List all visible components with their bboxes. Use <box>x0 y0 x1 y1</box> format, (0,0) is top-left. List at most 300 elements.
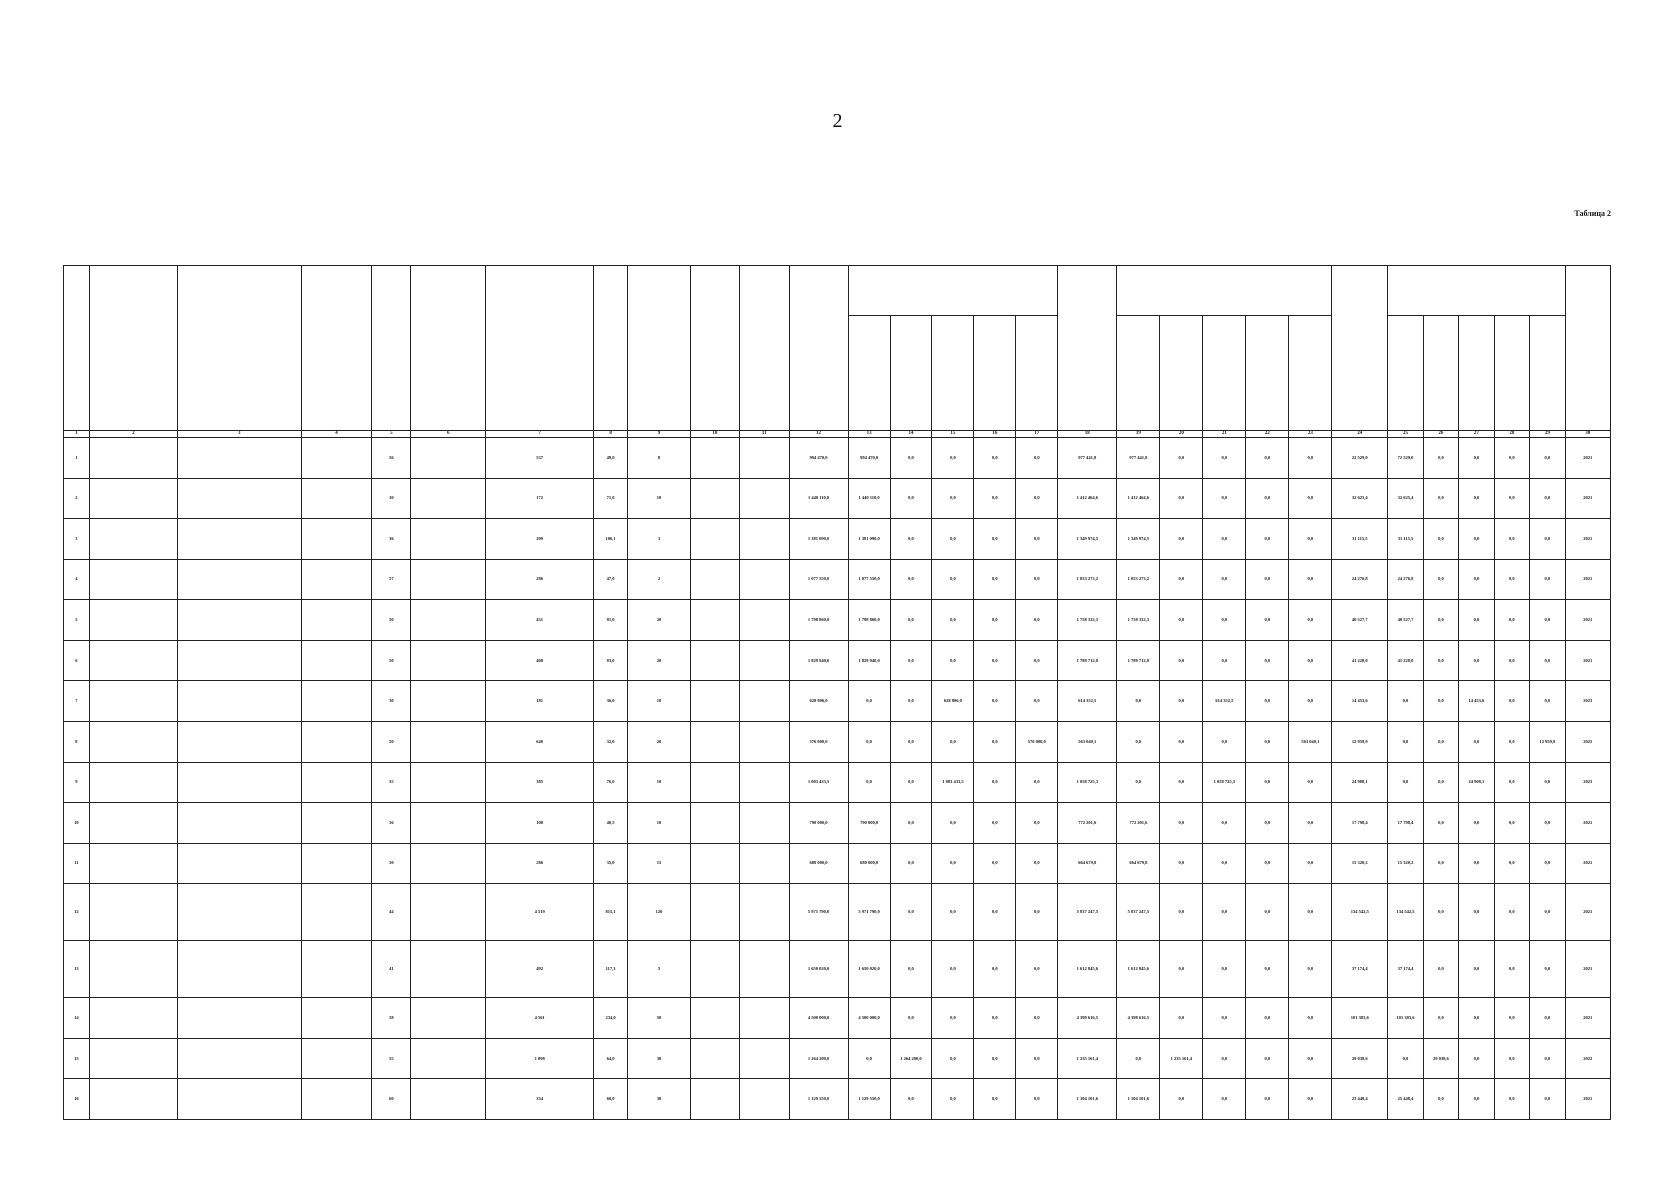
cell-org <box>89 884 177 941</box>
cell-reg: 15 320,2 <box>1332 843 1388 884</box>
cell-g29: 0,0 <box>1530 681 1566 722</box>
cell-opt <box>740 803 789 844</box>
cell-g26: 0,0 <box>1423 721 1458 762</box>
cell-r14: 0,0 <box>890 843 932 884</box>
cell-g28: 0,0 <box>1494 1038 1529 1079</box>
cell-area: 64,0 <box>593 1038 627 1079</box>
cell-obj <box>177 478 301 519</box>
cell-r14: 0,0 <box>890 721 932 762</box>
cell-f20: 0,0 <box>1160 681 1203 722</box>
cell-cost: 1 264 200,0 <box>789 1038 848 1079</box>
header-cell <box>1289 316 1332 431</box>
cell-g29: 0,0 <box>1530 843 1566 884</box>
cell-org <box>89 998 177 1039</box>
cell-addr <box>301 681 372 722</box>
cell-f19: 1 053 273,2 <box>1117 559 1160 600</box>
cell-wear: 58 <box>372 998 411 1039</box>
cell-r13: 1 077 550,0 <box>848 559 890 600</box>
cell-g28: 0,0 <box>1494 600 1529 641</box>
cell-wear: 44 <box>372 884 411 941</box>
cell-cond <box>690 941 739 998</box>
cell-f23: 0,0 <box>1289 941 1332 998</box>
cell-f20: 0,0 <box>1160 438 1203 479</box>
table-row <box>64 681 1611 722</box>
cell-r15: 0,0 <box>932 941 974 998</box>
cell-r17: 0,0 <box>1016 559 1058 600</box>
cell-addr <box>301 600 372 641</box>
cell-cond <box>690 884 739 941</box>
cell-g29: 0,0 <box>1530 438 1566 479</box>
cell-reg: 37 174,4 <box>1332 941 1388 998</box>
cell-addr <box>301 640 372 681</box>
cell-cost: 1 440 110,0 <box>789 478 848 519</box>
cell-area: 76,0 <box>593 762 627 803</box>
page-number: 2 <box>832 110 843 132</box>
header-cell <box>848 266 1058 316</box>
cell-f21: 0,0 <box>1203 600 1246 641</box>
cell-g26: 0,0 <box>1423 559 1458 600</box>
column-number: 18 <box>1058 431 1117 438</box>
cell-cap: 10 <box>628 803 690 844</box>
cell-r17: 0,0 <box>1016 478 1058 519</box>
cell-cap: 10 <box>628 762 690 803</box>
header-cell <box>690 266 739 431</box>
cell-count: 172 <box>486 478 593 519</box>
cell-wear: 56 <box>372 803 411 844</box>
cell-opt <box>740 438 789 479</box>
cell-r13: 1 129 550,0 <box>848 1079 890 1120</box>
column-number: 11 <box>740 431 789 438</box>
column-number: 24 <box>1332 431 1388 438</box>
cell-cap: 50 <box>628 998 690 1039</box>
cell-work <box>411 559 486 600</box>
cell-obj <box>177 681 301 722</box>
column-number: 22 <box>1246 431 1289 438</box>
cell-r16: 0,0 <box>974 843 1016 884</box>
cell-f22: 0,0 <box>1246 721 1289 762</box>
table-row <box>64 559 1611 600</box>
cell-r16: 0,0 <box>974 438 1016 479</box>
column-number: 7 <box>486 431 593 438</box>
cell-n: 3 <box>64 519 90 560</box>
cell-cap: 5 <box>628 941 690 998</box>
cell-area: 35,0 <box>593 843 627 884</box>
cell-wear: 50 <box>372 843 411 884</box>
cell-count: 385 <box>486 762 593 803</box>
cell-f21: 0,0 <box>1203 843 1246 884</box>
cell-reg: 25 448,4 <box>1332 1079 1388 1120</box>
cell-reg: 40 527,7 <box>1332 600 1388 641</box>
cell-r15: 0,0 <box>932 600 974 641</box>
cell-fed: 1 412 464,6 <box>1058 478 1117 519</box>
cell-cap: 10 <box>628 478 690 519</box>
cell-r15: 0,0 <box>932 843 974 884</box>
cell-f19: 0,0 <box>1117 762 1160 803</box>
header-cell <box>974 316 1016 431</box>
cell-f23: 0,0 <box>1289 559 1332 600</box>
cell-work <box>411 884 486 941</box>
cell-r13: 0,0 <box>848 721 890 762</box>
cell-fed: 1 104 101,6 <box>1058 1079 1117 1120</box>
cell-f20: 0,0 <box>1160 803 1203 844</box>
cell-f20: 0,0 <box>1160 998 1203 1039</box>
cell-opt <box>740 681 789 722</box>
cell-g29: 0,0 <box>1530 640 1566 681</box>
cell-r15: 0,0 <box>932 803 974 844</box>
cell-cond <box>690 519 739 560</box>
cell-cost: 5 971 790,0 <box>789 884 848 941</box>
column-number: 8 <box>593 431 627 438</box>
cell-fed: 1 612 845,6 <box>1058 941 1117 998</box>
cell-reg: 22 529,0 <box>1332 438 1388 479</box>
cell-obj <box>177 941 301 998</box>
cell-g25: 0,0 <box>1388 721 1423 762</box>
cell-g26: 0,0 <box>1423 941 1458 998</box>
cell-g27: 0,0 <box>1459 478 1494 519</box>
cell-r15: 0,0 <box>932 640 974 681</box>
cell-r16: 0,0 <box>974 721 1016 762</box>
table-row <box>64 762 1611 803</box>
cell-cap: 20 <box>628 640 690 681</box>
cell-r16: 0,0 <box>974 998 1016 1039</box>
cell-addr <box>301 1079 372 1120</box>
cell-area: 49,0 <box>593 438 627 479</box>
header-cell <box>1203 316 1246 431</box>
cell-addr <box>301 884 372 941</box>
cell-f22: 0,0 <box>1246 1079 1289 1120</box>
cell-count: 334 <box>486 1079 593 1120</box>
cell-f19: 1 349 974,5 <box>1117 519 1160 560</box>
cell-f20: 0,0 <box>1160 721 1203 762</box>
cell-fed: 977 441,8 <box>1058 438 1117 479</box>
column-number: 25 <box>1388 431 1423 438</box>
table-row <box>64 1038 1611 1079</box>
cell-area: 117,3 <box>593 941 627 998</box>
cell-n: 4 <box>64 559 90 600</box>
cell-yr: 2021 <box>1565 998 1610 1039</box>
cell-g27: 0,0 <box>1459 998 1494 1039</box>
cell-r16: 0,0 <box>974 600 1016 641</box>
cell-count: 181 <box>486 681 593 722</box>
column-number-row <box>64 431 1611 438</box>
cell-wear: 55 <box>372 1038 411 1079</box>
header-cell <box>1530 316 1566 431</box>
cell-yr: 2021 <box>1565 884 1610 941</box>
cell-f21: 614 352,5 <box>1203 681 1246 722</box>
cell-addr <box>301 998 372 1039</box>
cell-n: 7 <box>64 681 90 722</box>
cell-r15: 0,0 <box>932 1079 974 1120</box>
cell-f23: 0,0 <box>1289 884 1332 941</box>
cell-f22: 0,0 <box>1246 843 1289 884</box>
cell-cost: 790 000,0 <box>789 803 848 844</box>
cell-opt <box>740 640 789 681</box>
cell-r14: 0,0 <box>890 941 932 998</box>
cell-r17: 0,0 <box>1016 762 1058 803</box>
cell-area: 36,0 <box>593 681 627 722</box>
cell-r16: 0,0 <box>974 803 1016 844</box>
column-number: 26 <box>1423 431 1458 438</box>
cell-g27: 0,0 <box>1459 884 1494 941</box>
cell-g26: 0,0 <box>1423 478 1458 519</box>
cell-addr <box>301 1038 372 1079</box>
cell-f22: 0,0 <box>1246 998 1289 1039</box>
table-row <box>64 1079 1611 1120</box>
cell-cond <box>690 478 739 519</box>
cell-g25: 0,0 <box>1388 681 1423 722</box>
cell-yr: 2022 <box>1565 1038 1610 1079</box>
cell-cap: 30 <box>628 1038 690 1079</box>
cell-f21: 0,0 <box>1203 941 1246 998</box>
cell-f20: 0,0 <box>1160 884 1203 941</box>
cell-r15: 0,0 <box>932 721 974 762</box>
cell-fed: 1 349 974,5 <box>1058 519 1117 560</box>
cell-org <box>89 843 177 884</box>
cell-g27: 0,0 <box>1459 438 1494 479</box>
cell-obj <box>177 721 301 762</box>
cell-f23: 0,0 <box>1289 1079 1332 1120</box>
cell-g27: 0,0 <box>1459 941 1494 998</box>
cell-f21: 0,0 <box>1203 478 1246 519</box>
cell-g26: 0,0 <box>1423 803 1458 844</box>
cell-f19: 5 837 247,5 <box>1117 884 1160 941</box>
cell-cost: 4 500 000,0 <box>789 998 848 1039</box>
cell-fed: 4 398 616,5 <box>1058 998 1117 1039</box>
cell-g25: 24 276,8 <box>1388 559 1423 600</box>
cell-addr <box>301 721 372 762</box>
column-number: 13 <box>848 431 890 438</box>
cell-f19: 0,0 <box>1117 681 1160 722</box>
header-cell <box>1160 316 1203 431</box>
cell-cond <box>690 721 739 762</box>
cell-r16: 0,0 <box>974 478 1016 519</box>
cell-yr: 2023 <box>1565 681 1610 722</box>
cell-f21: 0,0 <box>1203 884 1246 941</box>
cell-work <box>411 843 486 884</box>
cell-r17: 0,0 <box>1016 998 1058 1039</box>
cell-obj <box>177 1079 301 1120</box>
column-number: 6 <box>411 431 486 438</box>
cell-fed: 563 040,1 <box>1058 721 1117 762</box>
cell-g28: 0,0 <box>1494 998 1529 1039</box>
cell-f22: 0,0 <box>1246 600 1289 641</box>
cell-fed: 772 201,6 <box>1058 803 1117 844</box>
cell-g29: 0,0 <box>1530 600 1566 641</box>
cell-g29: 0,0 <box>1530 519 1566 560</box>
cell-opt <box>740 559 789 600</box>
cell-r14: 0,0 <box>890 884 932 941</box>
cell-obj <box>177 600 301 641</box>
cell-r13: 0,0 <box>848 762 890 803</box>
cell-f19: 1 412 464,6 <box>1117 478 1160 519</box>
cell-g29: 0,0 <box>1530 559 1566 600</box>
cell-f19: 1 758 332,3 <box>1117 600 1160 641</box>
cell-f19: 1 788 712,0 <box>1117 640 1160 681</box>
cell-area: 40,5 <box>593 803 627 844</box>
cell-area: 60,0 <box>593 1079 627 1120</box>
column-number: 2 <box>89 431 177 438</box>
cell-g26: 0,0 <box>1423 762 1458 803</box>
column-number: 30 <box>1565 431 1610 438</box>
cell-wear: 41 <box>372 941 411 998</box>
cell-g27: 0,0 <box>1459 843 1494 884</box>
cell-reg: 24 276,8 <box>1332 559 1388 600</box>
cell-g26: 0,0 <box>1423 681 1458 722</box>
cell-g26: 0,0 <box>1423 884 1458 941</box>
header-cell <box>848 316 890 431</box>
cell-cap: 20 <box>628 721 690 762</box>
cell-r15: 0,0 <box>932 998 974 1039</box>
cell-wear: 55 <box>372 762 411 803</box>
cell-r13: 790 000,0 <box>848 803 890 844</box>
cell-reg: 101 383,6 <box>1332 998 1388 1039</box>
table-row <box>64 478 1611 519</box>
cell-count: 400 <box>486 640 593 681</box>
cell-f22: 0,0 <box>1246 1038 1289 1079</box>
cell-cost: 1 381 090,0 <box>789 519 848 560</box>
cell-f20: 0,0 <box>1160 519 1203 560</box>
cell-reg: 134 542,5 <box>1332 884 1388 941</box>
cell-f22: 0,0 <box>1246 762 1289 803</box>
cell-f21: 0,0 <box>1203 519 1246 560</box>
cell-g27: 0,0 <box>1459 519 1494 560</box>
cell-f20: 0,0 <box>1160 1079 1203 1120</box>
column-number: 10 <box>690 431 739 438</box>
cell-cost: 576 000,0 <box>789 721 848 762</box>
cell-work <box>411 941 486 998</box>
cell-cond <box>690 803 739 844</box>
cell-fed: 1 758 332,3 <box>1058 600 1117 641</box>
cell-cost: 1 650 020,0 <box>789 941 848 998</box>
cell-g25: 0,0 <box>1388 762 1423 803</box>
cell-count: 1 098 <box>486 1038 593 1079</box>
cell-yr: 2021 <box>1565 519 1610 560</box>
cell-r17: 0,0 <box>1016 519 1058 560</box>
cell-g29: 0,0 <box>1530 803 1566 844</box>
cell-f21: 0,0 <box>1203 1038 1246 1079</box>
cell-g28: 0,0 <box>1494 681 1529 722</box>
header-cell <box>1058 266 1117 431</box>
cell-g29: 12 959,9 <box>1530 721 1566 762</box>
cell-r14: 0,0 <box>890 681 932 722</box>
header-cell <box>789 266 848 431</box>
header-cell <box>64 266 90 431</box>
column-number: 29 <box>1530 431 1566 438</box>
cell-area: 47,0 <box>593 559 627 600</box>
cell-wear: 36 <box>372 519 411 560</box>
cell-g25: 37 174,4 <box>1388 941 1423 998</box>
column-number: 21 <box>1203 431 1246 438</box>
cell-org <box>89 803 177 844</box>
cell-yr: 2025 <box>1565 721 1610 762</box>
cell-addr <box>301 762 372 803</box>
cell-org <box>89 762 177 803</box>
header-cell <box>1246 316 1289 431</box>
column-number: 9 <box>628 431 690 438</box>
cell-area: 81,0 <box>593 600 627 641</box>
cell-cost: 680 000,0 <box>789 843 848 884</box>
table-row <box>64 640 1611 681</box>
cell-fed: 614 352,5 <box>1058 681 1117 722</box>
cell-fed: 5 837 247,5 <box>1058 884 1117 941</box>
cell-reg: 14 453,6 <box>1332 681 1388 722</box>
cell-obj <box>177 640 301 681</box>
cell-opt <box>740 1038 789 1079</box>
cell-r13: 680 000,0 <box>848 843 890 884</box>
cell-cost: 1 083 433,5 <box>789 762 848 803</box>
cell-n: 2 <box>64 478 90 519</box>
cell-g26: 0,0 <box>1423 640 1458 681</box>
cell-obj <box>177 1038 301 1079</box>
cell-area: 106,1 <box>593 519 627 560</box>
cell-yr: 2021 <box>1565 478 1610 519</box>
cell-yr: 2021 <box>1565 803 1610 844</box>
cell-g25: 17 798,4 <box>1388 803 1423 844</box>
cell-r14: 0,0 <box>890 519 932 560</box>
cell-n: 9 <box>64 762 90 803</box>
cell-g29: 0,0 <box>1530 1038 1566 1079</box>
cell-n: 5 <box>64 600 90 641</box>
cell-g25: 0,0 <box>1388 1038 1423 1079</box>
cell-obj <box>177 438 301 479</box>
column-number: 15 <box>932 431 974 438</box>
cell-f22: 0,0 <box>1246 884 1289 941</box>
cell-r14: 0,0 <box>890 478 932 519</box>
cell-addr <box>301 478 372 519</box>
cell-work <box>411 438 486 479</box>
cell-r16: 0,0 <box>974 762 1016 803</box>
cell-work <box>411 681 486 722</box>
table-row <box>64 600 1611 641</box>
cell-r14: 0,0 <box>890 803 932 844</box>
cell-g26: 29 038,6 <box>1423 1038 1458 1079</box>
header-cell <box>1388 266 1565 316</box>
cell-g25: 134 542,5 <box>1388 884 1423 941</box>
cell-f20: 0,0 <box>1160 478 1203 519</box>
cell-r13: 0,0 <box>848 1038 890 1079</box>
cell-g28: 0,0 <box>1494 884 1529 941</box>
cell-r16: 0,0 <box>974 941 1016 998</box>
cell-g29: 0,0 <box>1530 884 1566 941</box>
header-cell <box>372 266 411 431</box>
cell-r13: 994 470,0 <box>848 438 890 479</box>
cell-cost: 628 806,0 <box>789 681 848 722</box>
cell-cost: 1 829 940,0 <box>789 640 848 681</box>
cell-cost: 994 470,0 <box>789 438 848 479</box>
cell-f21: 0,0 <box>1203 1079 1246 1120</box>
column-number: 1 <box>64 431 90 438</box>
cell-r15: 1 083 433,5 <box>932 762 974 803</box>
cell-f20: 0,0 <box>1160 640 1203 681</box>
cell-g28: 0,0 <box>1494 803 1529 844</box>
cell-f19: 772 201,6 <box>1117 803 1160 844</box>
cell-f20: 0,0 <box>1160 843 1203 884</box>
cell-n: 10 <box>64 803 90 844</box>
cell-r13: 1 381 090,0 <box>848 519 890 560</box>
cell-n: 1 <box>64 438 90 479</box>
cell-n: 6 <box>64 640 90 681</box>
cell-addr <box>301 438 372 479</box>
cell-r16: 0,0 <box>974 519 1016 560</box>
cell-org <box>89 721 177 762</box>
cell-yr: 2021 <box>1565 1079 1610 1120</box>
cell-org <box>89 1038 177 1079</box>
cell-yr: 2021 <box>1565 438 1610 479</box>
cell-count: 209 <box>486 519 593 560</box>
column-number: 23 <box>1289 431 1332 438</box>
cell-reg: 29 038,6 <box>1332 1038 1388 1079</box>
cell-g28: 0,0 <box>1494 640 1529 681</box>
